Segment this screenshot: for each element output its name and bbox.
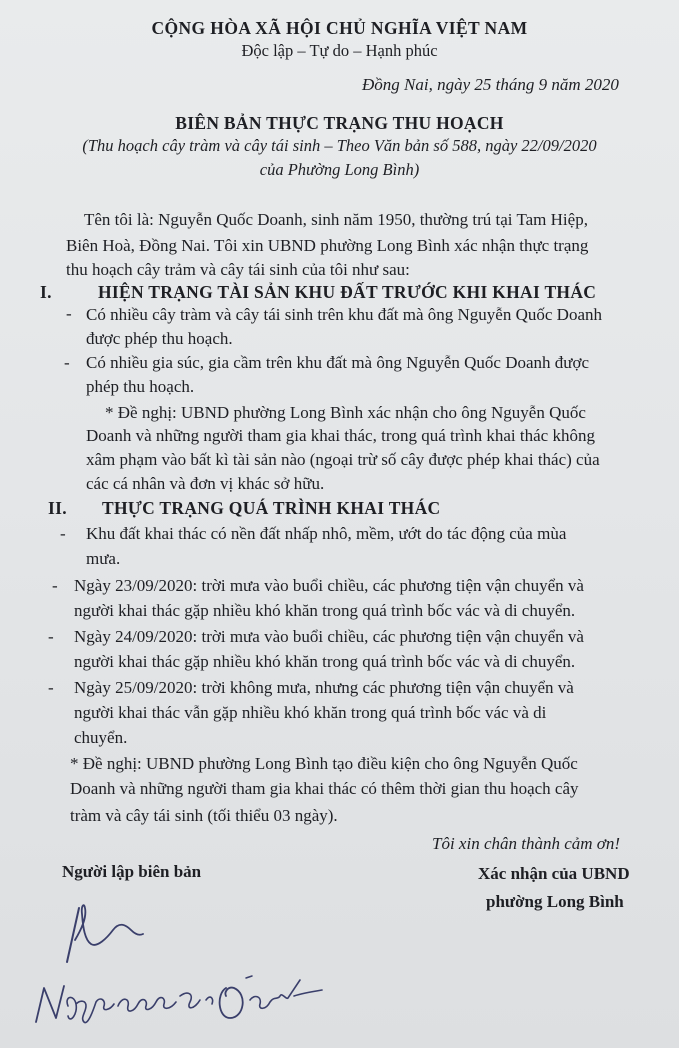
s1-item2-line2: phép thu hoạch. xyxy=(86,377,195,396)
section-2-number: II. xyxy=(48,498,67,518)
intro-line-1: Tên tôi là: Nguyễn Quốc Doanh, sinh năm 1950, thường trú tại Tam Hiệp, xyxy=(84,210,588,229)
subtitle-line-2: của Phường Long Bình) xyxy=(259,160,420,179)
s2-item1-line2: mưa. xyxy=(86,549,121,568)
s2-item2-line2: người khai thác gặp nhiều khó khăn trong quá trình bốc vác và di chuyển. xyxy=(74,601,576,620)
subtitle-line-1: (Thu hoạch cây tràm và cây tái sinh – Theo Văn bản số 588, ngày 22/09/2020 xyxy=(82,136,597,155)
ward-name: phường Long Bình xyxy=(486,892,624,911)
s2-proposal-line3: tràm và cây tái sinh (tối thiểu 03 ngày). xyxy=(70,806,338,825)
s1-item1-line1: Có nhiều cây tràm và cây tái sinh trên khu đất mà ông Nguyễn Quốc Doanh xyxy=(86,305,603,324)
s2-item4-line2: người khai thác vẫn gặp nhiều khó khăn trong quá trình bốc vác và di xyxy=(74,703,547,722)
s1-proposal-line4: các cá nhân và đơn vị khác sở hữu. xyxy=(86,474,325,493)
section-1-heading: HIỆN TRẠNG TÀI SẢN KHU ĐẤT TRƯỚC KHI KHAI THÁC xyxy=(98,282,597,302)
section-1-number: I. xyxy=(40,282,52,302)
motto: Độc lập – Tự do – Hạnh phúc xyxy=(241,41,438,60)
handwritten-name xyxy=(30,966,350,1036)
s1-item2-line1: Có nhiều gia súc, gia cầm trên khu đất mà ông Nguyễn Quốc Doanh được xyxy=(86,353,590,372)
intro-line-2: Biên Hoà, Đồng Nai. Tôi xin UBND phường Long Bình xác nhận thực trạng xyxy=(66,236,589,255)
s2-item3-line1: Ngày 24/09/2020: trời mưa vào buổi chiều, các phương tiện vận chuyển và xyxy=(74,627,584,646)
bullet-dash: - xyxy=(64,353,70,372)
confirmation-label: Xác nhận của UBND xyxy=(478,864,630,883)
intro-line-3: thu hoạch cây trảm và cây tái sinh của tôi như sau: xyxy=(66,260,410,279)
s1-item1-line2: được phép thu hoạch. xyxy=(86,329,233,348)
signature-mark xyxy=(55,900,165,970)
s1-proposal-line1: * Đề nghị: UBND phường Long Bình xác nhận cho ông Nguyễn Quốc xyxy=(105,403,586,422)
s2-proposal-line2: Doanh và những người tham gia khai thác có thêm thời gian thu hoạch cây xyxy=(70,779,579,798)
bullet-dash: - xyxy=(60,524,66,543)
s2-item3-line2: người khai thác gặp nhiều khó khăn trong quá trình bốc vác và di chuyển. xyxy=(74,652,576,671)
document-title: BIÊN BẢN THỰC TRẠNG THU HOẠCH xyxy=(175,113,504,133)
national-title: CỘNG HÒA XÃ HỘI CHỦ NGHĨA VIỆT NAM xyxy=(151,18,528,38)
bullet-dash: - xyxy=(52,576,58,595)
bullet-dash: - xyxy=(48,627,54,646)
preparer-label: Người lập biên bản xyxy=(62,862,202,881)
place-date: Đồng Nai, ngày 25 tháng 9 năm 2020 xyxy=(362,75,619,94)
bullet-dash: - xyxy=(48,678,54,697)
closing-thanks: Tôi xin chân thành cảm ơn! xyxy=(432,834,621,853)
s2-proposal-line1: * Đề nghị: UBND phường Long Bình tạo điều kiện cho ông Nguyễn Quốc xyxy=(70,754,578,773)
s2-item1-line1: Khu đất khai thác có nền đất nhấp nhô, mềm, ướt do tác động của mùa xyxy=(86,524,567,543)
s1-proposal-line2: Doanh và những người tham gia khai thác, trong quá trình khai thác không xyxy=(86,426,595,445)
s2-item4-line1: Ngày 25/09/2020: trời không mưa, nhưng các phương tiện vận chuyển và xyxy=(74,678,574,697)
s2-item2-line1: Ngày 23/09/2020: trời mưa vào buổi chiều, các phương tiện vận chuyển và xyxy=(74,576,584,595)
section-2-heading: THỰC TRẠNG QUÁ TRÌNH KHAI THÁC xyxy=(102,498,441,518)
s1-proposal-line3: xâm phạm vào bất kì tài sản nào (ngoại trừ số cây được phép khai thác) của xyxy=(86,450,600,469)
s2-item4-line3: chuyển. xyxy=(74,728,128,747)
bullet-dash: - xyxy=(66,304,72,323)
